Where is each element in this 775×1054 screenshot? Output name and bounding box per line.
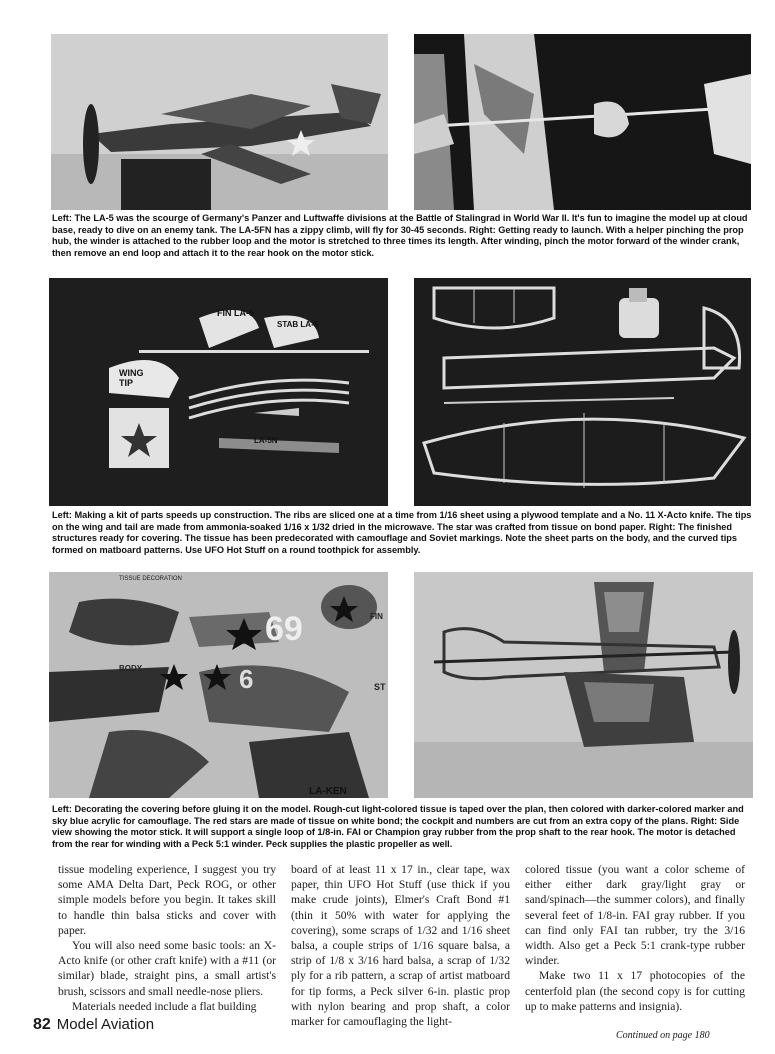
col2-paragraph: board of at least 11 x 17 in., clear tape, wax paper, thin UFO Hot Stuff (use thick if you make crude joints), Elmer's Craft Bond #1 (thin it 50% with water for applying the covering), some scraps of 1/32 and 1/16 sheet balsa, a couple strips of 1/16 square balsa, a strip of 1/8 x 3/16 hard balsa, a scrap of 1/32 ply for a rib pattern, a scrap of artist matboard for tip forms, a Peck silver 6-in. plastic prop with nylon bearing and prop shaft, a color marker for camouflaging the light- (291, 863, 510, 1029)
continued-note: Continued on page 180 (616, 1030, 710, 1041)
photo-kit-parts (49, 278, 388, 506)
kit-label-wingtip: WING TIP (119, 368, 144, 388)
photo-side-view (414, 572, 753, 798)
page-number: 82 (33, 1016, 51, 1033)
decor-label-laken: LA-KEN (309, 786, 347, 797)
body-column-1 (58, 862, 276, 1014)
decor-label-body: BODY (119, 664, 143, 673)
photo-la5-flight (51, 34, 388, 210)
kit-label-la5n: LA-5N (254, 436, 278, 445)
photo-side-view-image (414, 572, 753, 798)
col1-paragraph: tissue modeling experience, I suggest you try some AMA Delta Dart, Peck ROG, or other simple models before you begin. It takes skill to handle thin balsa sticks and cover with paper. (58, 863, 276, 937)
magazine-name: Model Aviation (56, 1016, 155, 1033)
caption-bottom: Left: Decorating the covering before gluing it on the model. Rough-cut light-colored tissue is taped over the plan, then colored with darker-colored marker and sky blue acrylic for camouflage. The red stars are made of tissue on white bond; the cockpit and numbers are cut from an extra copy of the plans. Right: Side view showing the motor stick. It will support a single loop of 1/8-in. FAI or Champion gray rubber from the prop shaft to the rear hook. The motor is detached from the rear for winding with a Peck 5:1 winder. Peck supplies the plastic propeller as well. (52, 804, 744, 849)
decor-label-69: 69 (265, 610, 303, 648)
col3-paragraph: colored tissue (you want a color scheme of either either dark gray/light gray or sand/spinach—the summer colors), and finally several feet of 1/8-in. FAI gray rubber. If you can find only FAI tan rubber, try the 3/16 width. Also get a Peck 5:1 crank-type rubber winder. (525, 863, 745, 968)
photo-decorating-image (49, 572, 388, 798)
kit-label-fin: FIN LA-5 (217, 308, 254, 318)
col3-paragraph: Make two 11 x 17 photocopies of the centerfold plan (the second copy is for cutting up to make patterns and insignia). (525, 969, 745, 1013)
decor-label-6: 6 (239, 664, 254, 694)
decor-label-tissue: TISSUE DECORATION (119, 576, 182, 582)
col1-paragraph: You will also need some basic tools: an X-Acto knife (or other craft knife) with a #11 (or similar) blade, straight pins, a small artist's brush, scissors and small needle-nose pliers. (58, 939, 276, 998)
body-column-3 (525, 862, 745, 1014)
photo-la5-flight-image (51, 34, 388, 210)
decor-label-fin: FIN (370, 612, 383, 621)
page-folio (33, 1016, 154, 1034)
photo-winding (414, 34, 751, 210)
body-column-2 (291, 862, 510, 1029)
col1-paragraph: Materials needed include a flat building (72, 999, 257, 1013)
caption-top: Left: The LA-5 was the scourge of Germany's Panzer and Luftwaffe divisions at the Battle of Stalingrad in World War II. It's fun to imagine the model up at cloud base, ready to dive on an enemy tank. The LA-5FN has a zippy climb, will fly for 30-45 seconds. Right: Getting ready to launch. With a helper pinching the prop hub, the winder is attached to the rubber loop and the motor is stretched to three times its length. After winding, pinch the motor forward of the winder crank, then remove an end loop and attach it to the rear hook on the motor stick. (52, 213, 748, 258)
decor-label-st: ST (374, 682, 386, 692)
photo-finished-structures (414, 278, 751, 506)
photo-winding-image (414, 34, 751, 210)
photo-decorating (49, 572, 388, 798)
caption-middle: Left: Making a kit of parts speeds up construction. The ribs are sliced one at a time from 1/16 sheet using a plywood template and a No. 11 X-Acto knife. The tips on the wing and tail are made from ammonia-soaked 1/16 x 1/32 dried in the microwave. The star was crafted from tissue on bond paper. Right: The finished structures ready for covering. The tissue has been predecorated with camouflage and Soviet markings. Note the sheet parts on the body, and the curved tips formed on matboard patterns. Use UFO Hot Stuff on a round toothpick for assembly. (52, 510, 752, 555)
photo-finished-structures-image (414, 278, 751, 506)
kit-label-stab: STAB LA-5 (277, 320, 319, 329)
